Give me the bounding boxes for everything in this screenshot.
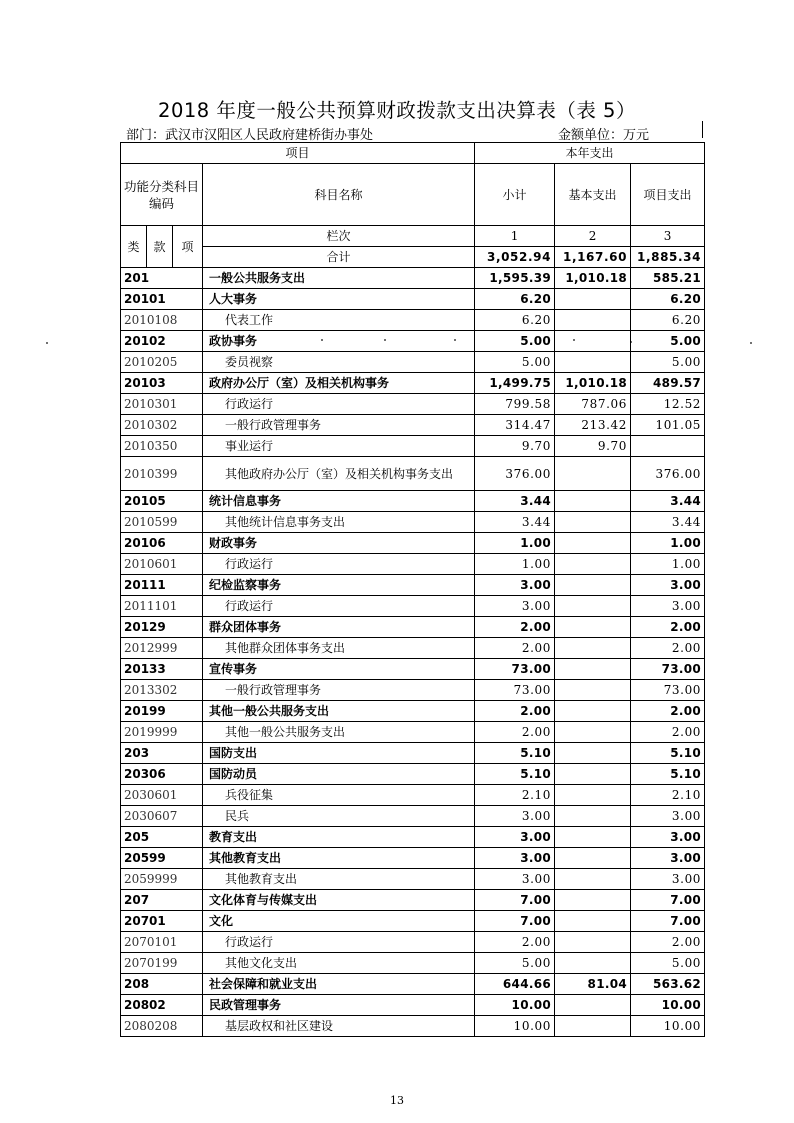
row-subtotal: 376.00 — [475, 457, 555, 491]
row-code: 20599 — [121, 848, 203, 869]
header-func-code: 功能分类科目编码 — [121, 164, 203, 226]
table-row — [121, 512, 705, 533]
table-row — [121, 638, 705, 659]
row-name: 行政运行 — [203, 394, 475, 415]
row-project: 3.00 — [631, 827, 705, 848]
row-subtotal: 3.00 — [475, 575, 555, 596]
header-lei: 类 — [121, 226, 147, 268]
row-name: 宣传事务 — [203, 659, 475, 680]
scan-dot — [750, 342, 752, 344]
row-subtotal: 799.58 — [475, 394, 555, 415]
row-basic — [555, 554, 631, 575]
row-code: 2010399 — [121, 457, 203, 491]
table-row — [121, 533, 705, 554]
row-name: 纪检监察事务 — [203, 575, 475, 596]
row-project: 1.00 — [631, 554, 705, 575]
row-name: 政协事务 — [203, 331, 475, 352]
row-name: 行政运行 — [203, 596, 475, 617]
table-row — [121, 911, 705, 932]
row-project: 73.00 — [631, 680, 705, 701]
row-subtotal: 3.00 — [475, 827, 555, 848]
row-basic — [555, 638, 631, 659]
department-label: 部门：武汉市汉阳区人民政府建桥街办事处 — [126, 128, 374, 143]
row-basic — [555, 289, 631, 310]
row-project: 3.44 — [631, 512, 705, 533]
table-row — [121, 289, 705, 310]
table-row — [121, 680, 705, 701]
table-row — [121, 1016, 705, 1037]
header-divider — [702, 121, 703, 138]
row-subtotal: 3.00 — [475, 596, 555, 617]
page-number: 13 — [390, 1094, 404, 1107]
row-code: 20129 — [121, 617, 203, 638]
total-row — [121, 247, 705, 268]
row-project: 1.00 — [631, 533, 705, 554]
row-subtotal: 5.10 — [475, 764, 555, 785]
table-row — [121, 491, 705, 512]
row-project: 3.44 — [631, 491, 705, 512]
header-col-label: 栏次 — [203, 226, 475, 247]
row-code: 20701 — [121, 911, 203, 932]
row-code: 208 — [121, 974, 203, 995]
row-basic — [555, 575, 631, 596]
header-xiang: 项 — [173, 226, 203, 268]
table-row — [121, 310, 705, 331]
row-name: 其他政府办公厅（室）及相关机构事务支出 — [203, 457, 475, 491]
row-code: 2070199 — [121, 953, 203, 974]
table-row — [121, 373, 705, 394]
row-basic — [555, 701, 631, 722]
header-kuan: 款 — [147, 226, 173, 268]
row-code: 2010108 — [121, 310, 203, 331]
row-subtotal: 73.00 — [475, 680, 555, 701]
header-col3: 3 — [631, 226, 705, 247]
row-code: 20199 — [121, 701, 203, 722]
row-project: 2.00 — [631, 932, 705, 953]
row-basic — [555, 806, 631, 827]
row-code: 20102 — [121, 331, 203, 352]
row-basic — [555, 932, 631, 953]
table-row — [121, 932, 705, 953]
table-row — [121, 848, 705, 869]
row-project: 2.10 — [631, 785, 705, 806]
row-project: 7.00 — [631, 911, 705, 932]
row-code: 2030601 — [121, 785, 203, 806]
row-code: 20106 — [121, 533, 203, 554]
table-row — [121, 806, 705, 827]
row-subtotal: 2.00 — [475, 701, 555, 722]
row-name: 国防支出 — [203, 743, 475, 764]
row-name: 文化体育与传媒支出 — [203, 890, 475, 911]
row-code: 2010599 — [121, 512, 203, 533]
row-project: 3.00 — [631, 848, 705, 869]
row-basic: 787.06 — [555, 394, 631, 415]
row-project: 563.62 — [631, 974, 705, 995]
row-basic — [555, 491, 631, 512]
header-basic: 基本支出 — [555, 164, 631, 226]
row-project: 7.00 — [631, 890, 705, 911]
row-code: 2030607 — [121, 806, 203, 827]
table-row — [121, 268, 705, 289]
row-project: 2.00 — [631, 617, 705, 638]
row-basic — [555, 457, 631, 491]
row-name: 统计信息事务 — [203, 491, 475, 512]
page-title: 2018 年度一般公共预算财政拨款支出决算表（表 5） — [158, 99, 636, 122]
table-row — [121, 974, 705, 995]
row-basic — [555, 533, 631, 554]
header-subject-name: 科目名称 — [203, 164, 475, 226]
row-subtotal: 5.00 — [475, 953, 555, 974]
row-name: 其他一般公共服务支出 — [203, 701, 475, 722]
row-subtotal: 73.00 — [475, 659, 555, 680]
row-project: 3.00 — [631, 575, 705, 596]
row-code: 20111 — [121, 575, 203, 596]
row-project: 2.00 — [631, 701, 705, 722]
row-name: 行政运行 — [203, 932, 475, 953]
header-row-1 — [121, 143, 705, 164]
row-project: 5.00 — [631, 352, 705, 373]
total-basic: 1,167.60 — [555, 247, 631, 268]
row-name: 其他教育支出 — [203, 869, 475, 890]
row-subtotal: 5.00 — [475, 352, 555, 373]
row-subtotal: 10.00 — [475, 995, 555, 1016]
expenditure-table — [120, 142, 705, 1037]
header-current-year: 本年支出 — [475, 143, 705, 164]
row-basic — [555, 953, 631, 974]
row-basic — [555, 743, 631, 764]
row-project: 5.10 — [631, 764, 705, 785]
row-code: 2019999 — [121, 722, 203, 743]
scan-dot — [46, 342, 48, 344]
row-subtotal: 5.00 — [475, 331, 555, 352]
row-project: 6.20 — [631, 310, 705, 331]
row-code: 2010350 — [121, 436, 203, 457]
row-subtotal: 2.10 — [475, 785, 555, 806]
table-row — [121, 596, 705, 617]
row-project — [631, 436, 705, 457]
row-subtotal: 7.00 — [475, 890, 555, 911]
row-code: 205 — [121, 827, 203, 848]
row-project: 10.00 — [631, 1016, 705, 1037]
row-subtotal: 2.00 — [475, 722, 555, 743]
row-subtotal: 3.44 — [475, 491, 555, 512]
row-basic: 213.42 — [555, 415, 631, 436]
row-name: 委员视察 — [203, 352, 475, 373]
header-row-2 — [121, 164, 705, 226]
row-subtotal: 1.00 — [475, 554, 555, 575]
row-code: 20306 — [121, 764, 203, 785]
row-name: 其他文化支出 — [203, 953, 475, 974]
table-row — [121, 659, 705, 680]
table-row — [121, 995, 705, 1016]
row-project: 2.00 — [631, 722, 705, 743]
row-basic — [555, 848, 631, 869]
header-col2: 2 — [555, 226, 631, 247]
table-row — [121, 869, 705, 890]
row-name: 教育支出 — [203, 827, 475, 848]
table-row — [121, 743, 705, 764]
row-project: 101.05 — [631, 415, 705, 436]
table-row — [121, 575, 705, 596]
row-project: 3.00 — [631, 806, 705, 827]
row-name: 其他群众团体事务支出 — [203, 638, 475, 659]
row-basic — [555, 680, 631, 701]
row-basic — [555, 785, 631, 806]
row-name: 兵役征集 — [203, 785, 475, 806]
row-code: 20802 — [121, 995, 203, 1016]
row-basic: 81.04 — [555, 974, 631, 995]
table-row — [121, 890, 705, 911]
row-subtotal: 6.20 — [475, 310, 555, 331]
row-subtotal: 314.47 — [475, 415, 555, 436]
table-row — [121, 617, 705, 638]
row-code: 2012999 — [121, 638, 203, 659]
row-code: 2013302 — [121, 680, 203, 701]
row-name: 代表工作 — [203, 310, 475, 331]
row-subtotal: 1,499.75 — [475, 373, 555, 394]
row-name: 群众团体事务 — [203, 617, 475, 638]
row-project: 376.00 — [631, 457, 705, 491]
row-code: 20103 — [121, 373, 203, 394]
table-row — [121, 554, 705, 575]
row-code: 2010601 — [121, 554, 203, 575]
row-basic: 9.70 — [555, 436, 631, 457]
table-row — [121, 436, 705, 457]
row-basic — [555, 659, 631, 680]
table-row — [121, 953, 705, 974]
row-basic — [555, 352, 631, 373]
table-row — [121, 394, 705, 415]
row-subtotal: 3.00 — [475, 806, 555, 827]
total-label: 合计 — [203, 247, 475, 268]
header-project: 项目 — [121, 143, 475, 164]
row-basic — [555, 1016, 631, 1037]
row-name: 文化 — [203, 911, 475, 932]
table-row — [121, 827, 705, 848]
row-basic — [555, 995, 631, 1016]
table-row — [121, 701, 705, 722]
row-name: 政府办公厅（室）及相关机构事务 — [203, 373, 475, 394]
row-name: 民政管理事务 — [203, 995, 475, 1016]
row-project: 5.10 — [631, 743, 705, 764]
table-row — [121, 764, 705, 785]
table-row — [121, 722, 705, 743]
header-project-exp: 项目支出 — [631, 164, 705, 226]
row-code: 2011101 — [121, 596, 203, 617]
row-subtotal: 1,595.39 — [475, 268, 555, 289]
row-subtotal: 644.66 — [475, 974, 555, 995]
row-name: 人大事务 — [203, 289, 475, 310]
row-basic: 1,010.18 — [555, 268, 631, 289]
row-subtotal: 2.00 — [475, 638, 555, 659]
row-basic — [555, 617, 631, 638]
row-code: 20105 — [121, 491, 203, 512]
row-subtotal: 9.70 — [475, 436, 555, 457]
row-basic — [555, 722, 631, 743]
row-basic: 1,010.18 — [555, 373, 631, 394]
row-project: 73.00 — [631, 659, 705, 680]
row-name: 行政运行 — [203, 554, 475, 575]
row-name: 财政事务 — [203, 533, 475, 554]
row-code: 2070101 — [121, 932, 203, 953]
row-code: 2010302 — [121, 415, 203, 436]
row-project: 6.20 — [631, 289, 705, 310]
row-code: 207 — [121, 890, 203, 911]
row-basic — [555, 596, 631, 617]
total-subtotal: 3,052.94 — [475, 247, 555, 268]
row-code: 203 — [121, 743, 203, 764]
row-subtotal: 6.20 — [475, 289, 555, 310]
row-name: 一般行政管理事务 — [203, 415, 475, 436]
header-subtotal: 小计 — [475, 164, 555, 226]
row-subtotal: 2.00 — [475, 617, 555, 638]
row-name: 一般公共服务支出 — [203, 268, 475, 289]
row-basic — [555, 331, 631, 352]
row-code: 201 — [121, 268, 203, 289]
table-row — [121, 457, 705, 491]
row-project: 585.21 — [631, 268, 705, 289]
row-code: 20133 — [121, 659, 203, 680]
row-name: 社会保障和就业支出 — [203, 974, 475, 995]
row-code: 20101 — [121, 289, 203, 310]
table-row — [121, 415, 705, 436]
row-name: 其他统计信息事务支出 — [203, 512, 475, 533]
unit-label: 金额单位：万元 — [558, 128, 650, 143]
row-project: 2.00 — [631, 638, 705, 659]
row-code: 2059999 — [121, 869, 203, 890]
row-name: 事业运行 — [203, 436, 475, 457]
row-name: 国防动员 — [203, 764, 475, 785]
row-subtotal: 3.44 — [475, 512, 555, 533]
row-basic — [555, 512, 631, 533]
row-name: 基层政权和社区建设 — [203, 1016, 475, 1037]
row-subtotal: 5.10 — [475, 743, 555, 764]
header-row-3 — [121, 226, 705, 247]
table-row — [121, 352, 705, 373]
row-subtotal: 10.00 — [475, 1016, 555, 1037]
row-project: 3.00 — [631, 596, 705, 617]
row-project: 489.57 — [631, 373, 705, 394]
row-project: 3.00 — [631, 869, 705, 890]
row-basic — [555, 869, 631, 890]
row-project: 5.00 — [631, 953, 705, 974]
row-name: 民兵 — [203, 806, 475, 827]
row-name: 其他一般公共服务支出 — [203, 722, 475, 743]
row-basic — [555, 827, 631, 848]
row-subtotal: 2.00 — [475, 932, 555, 953]
row-project: 5.00 — [631, 331, 705, 352]
row-name: 其他教育支出 — [203, 848, 475, 869]
row-subtotal: 3.00 — [475, 848, 555, 869]
row-basic — [555, 310, 631, 331]
row-basic — [555, 911, 631, 932]
row-name: 一般行政管理事务 — [203, 680, 475, 701]
row-basic — [555, 890, 631, 911]
row-subtotal: 7.00 — [475, 911, 555, 932]
header-col1: 1 — [475, 226, 555, 247]
row-code: 2080208 — [121, 1016, 203, 1037]
table-row — [121, 785, 705, 806]
row-code: 2010301 — [121, 394, 203, 415]
table-row — [121, 331, 705, 352]
row-project: 12.52 — [631, 394, 705, 415]
total-project: 1,885.34 — [631, 247, 705, 268]
row-code: 2010205 — [121, 352, 203, 373]
row-subtotal: 3.00 — [475, 869, 555, 890]
row-basic — [555, 764, 631, 785]
row-project: 10.00 — [631, 995, 705, 1016]
row-subtotal: 1.00 — [475, 533, 555, 554]
